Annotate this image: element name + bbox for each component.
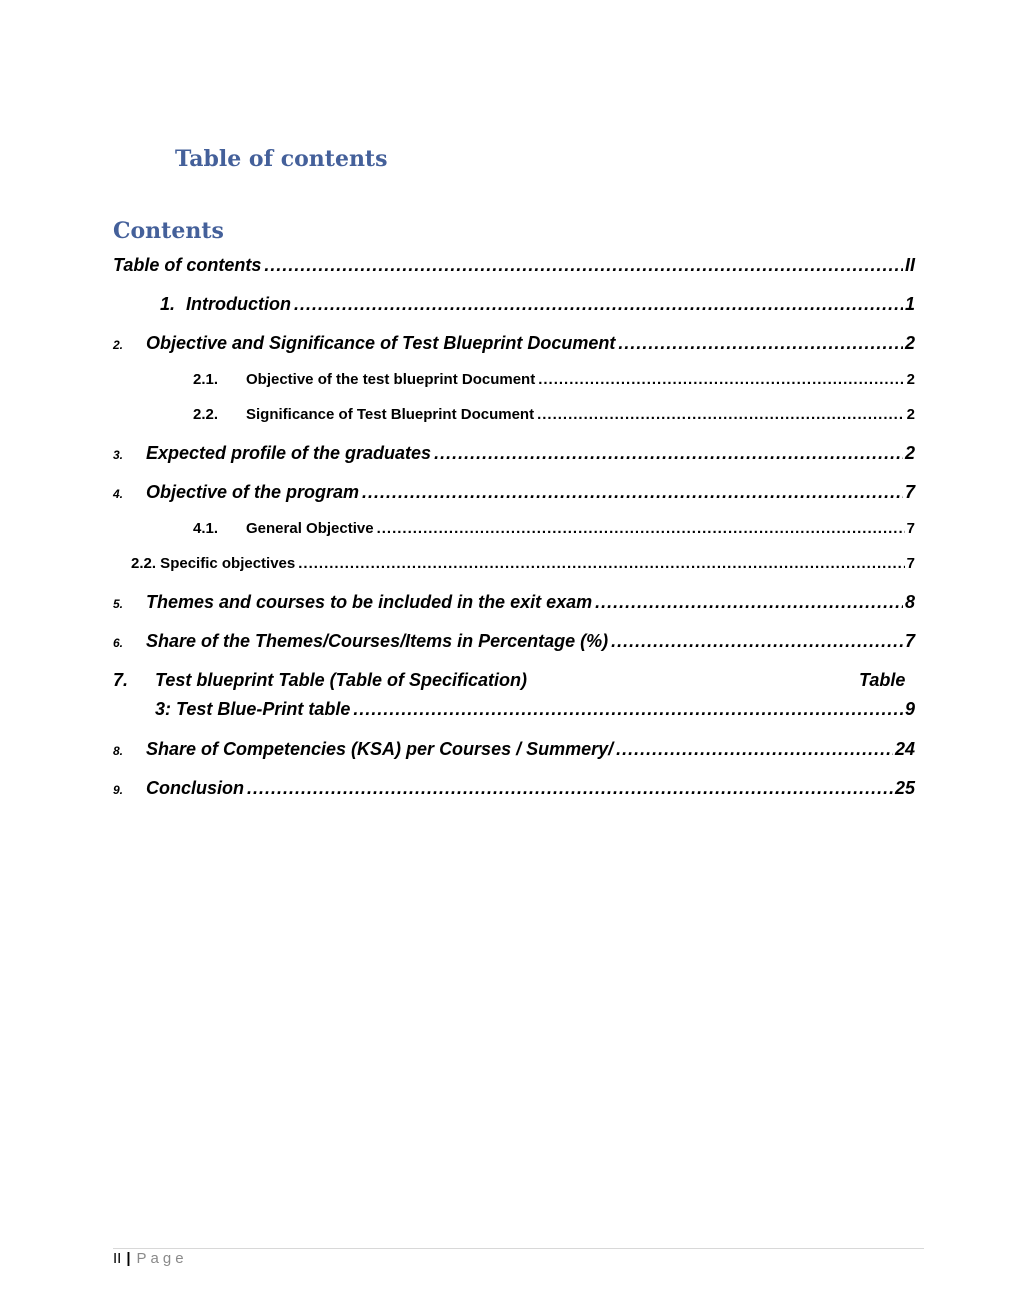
toc-entry-title: Share of Competencies (KSA) per Courses / Summery/ [146,739,614,759]
toc-leader-dots [298,554,904,574]
toc-entry-title: Themes and courses to be included in the exit exam [146,592,593,612]
toc-entry-title: Expected profile of the graduates [146,443,432,463]
toc-leader-dots [537,405,905,425]
toc-entry-title: 2.2. Specific objectives [131,555,296,572]
page-footer [113,1249,188,1269]
toc-entry-page: II [904,255,915,275]
toc-entry-table-of-contents[interactable] [113,254,915,276]
toc-entry-expected-profile[interactable] [113,442,915,466]
toc-entry-number: 5. [113,597,124,611]
toc-entry-conclusion[interactable] [113,777,915,801]
toc-entry-general-objective[interactable] [113,519,915,539]
toc-entry-title-continued: 3: Test Blue-Print table [155,699,351,719]
toc-entry-page: 7 [906,555,915,572]
toc-entry-title: Test blueprint Table (Table of Specification) [155,670,528,690]
footer-separator: | [126,1250,131,1267]
toc-leader-dots [538,370,904,390]
toc-leader-dots [264,254,903,276]
toc-entry-test-blueprint-table[interactable] [113,669,915,691]
toc-entry-title: Objective and Significance of Test Blueprint Document [146,333,616,353]
toc-entry-number: 3. [113,448,124,462]
toc-entry-page: 7 [904,631,915,651]
toc-entry-number: 1. [160,294,176,314]
toc-entry-title: General Objective [246,520,374,537]
toc-entry-title: Significance of Test Blueprint Document [246,406,535,423]
footer-divider [113,1248,924,1249]
toc-entry-number: 7. [113,670,129,690]
toc-entry-number: 4. [113,487,124,501]
toc-leader-dots [616,738,893,760]
toc-entry-test-blueprint-table-continued[interactable] [113,698,915,720]
toc-entry-title-right: Table [859,670,906,690]
toc-leader-dots [611,630,903,652]
toc-entry-page: 8 [904,592,915,612]
toc-entry-number: 2.1. [193,371,219,388]
toc-entry-share-themes[interactable] [113,630,915,654]
toc-entry-page: 7 [906,520,915,537]
toc-entry-page: 2 [906,406,915,423]
toc-entry-objective-program[interactable] [113,481,915,505]
toc-entry-page: 2 [906,371,915,388]
toc-leader-dots [434,442,903,464]
footer-page-number: II [113,1250,122,1267]
toc-leader-dots [294,293,903,315]
toc-leader-dots [362,481,903,503]
toc-entry-number: 8. [113,744,124,758]
toc-entry-objective-significance[interactable] [113,332,915,356]
toc-entry-significance-blueprint[interactable] [113,405,915,425]
toc-entry-number: 4.1. [193,520,219,537]
toc-leader-dots [353,698,903,720]
toc-entry-title: Objective of the program [146,482,360,502]
toc-leader-dots [618,332,903,354]
toc-entry-specific-objectives[interactable] [113,554,915,574]
toc-entry-page: 25 [894,778,915,798]
contents-heading: Contents [113,218,224,244]
toc-entry-page: 2 [904,333,915,353]
toc-entry-introduction[interactable] [113,293,915,315]
toc-leader-dots [595,591,903,613]
toc-entry-page: 7 [904,482,915,502]
toc-entry-title: Table of contents [113,255,262,275]
toc-entry-page: 9 [904,699,915,719]
toc-entry-number: 2.2. [193,406,219,423]
toc-entry-number: 2. [113,338,124,352]
toc-entry-page: 24 [894,739,915,759]
toc-entry-share-competencies[interactable] [113,738,915,762]
toc-entry-page: 1 [904,294,915,314]
toc-leader-dots [247,777,893,799]
toc-entry-number: 9. [113,783,124,797]
page-title: Table of contents [175,146,388,172]
toc-entry-title: Share of the Themes/Courses/Items in Percentage (%) [146,631,609,651]
toc-entry-objective-blueprint[interactable] [113,370,915,390]
footer-page-word: Page [136,1250,188,1267]
toc-entry-number: 6. [113,636,124,650]
toc-entry-title: Objective of the test blueprint Document [246,371,536,388]
toc-leader-dots [377,519,905,539]
toc-entry-title: Conclusion [146,778,244,798]
toc-entry-page: 2 [904,443,915,463]
toc-entry-themes-courses[interactable] [113,591,915,615]
toc-entry-title: Introduction [186,294,291,314]
